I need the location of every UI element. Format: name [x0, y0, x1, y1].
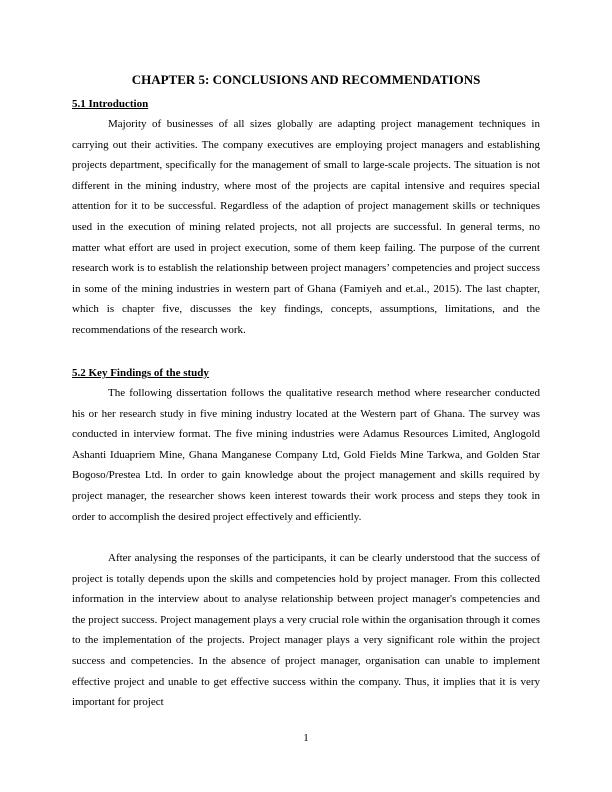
chapter-title: CHAPTER 5: CONCLUSIONS AND RECOMMENDATIONS — [131, 72, 481, 87]
section-heading-introduction: 5.1 Introduction — [72, 98, 149, 110]
key-findings-paragraph-1: The following dissertation follows the qualitative research method where researcher conducted his or her research study in five mining industry located at the Western part of Ghana. The survey was conducted in interview format. The five mining industries were Adamus Resources Limited, Anglogold Ashanti Iduapriem Mine, Ghana Manganese Company Ltd, Gold Fields Mine Tarkwa, and Golden Star Bogoso/Prestea Ltd. In order to gain knowledge about the project management and skills required by project manager, the researcher shows keen interest towards their work process and steps they took in order to accomplish the desired project effectively and efficiently. — [72, 387, 540, 523]
section-heading-key-findings: 5.2 Key Findings of the study — [72, 367, 209, 379]
introduction-paragraph: Majority of businesses of all sizes globally are adapting project management techniques in carrying out their activities. The company executives are employing project managers and establishing projects department, specifically for the management of small to large-scale projects. The situation is not different in the mining industry, where most of the projects are capital intensive and requires special attention for it to be successful. Regardless of the adaption of project management skills or techniques used in the execution of mining related projects, not all projects are successful. In general terms, no matter what effort are used in project execution, some of them keep failing. The purpose of the current research work is to establish the relationship between project managers’ competencies and project success in some of the mining industries in western part of Ghana (Famiyeh and et.al., 2015). The last chapter, which is chapter five, discusses the key findings, concepts, assumptions, limitations, and the recommendations of the research work. — [72, 118, 540, 336]
key-findings-paragraph-2: After analysing the responses of the participants, it can be clearly understood that the success of project is totally depends upon the skills and competencies hold by project manager. From this collected information in the interview about to analyse relationship between project manager's competencies and the project success. Project management plays a very crucial role within the organisation through it comes to the implementation of the projects. Project manager plays a very significant role within the project success and competencies. In the absence of project manager, organisation can unable to implement effective project and unable to get effective success within the company. Thus, it implies that it is very important for project — [72, 552, 540, 709]
page-number: 1 — [303, 732, 309, 744]
